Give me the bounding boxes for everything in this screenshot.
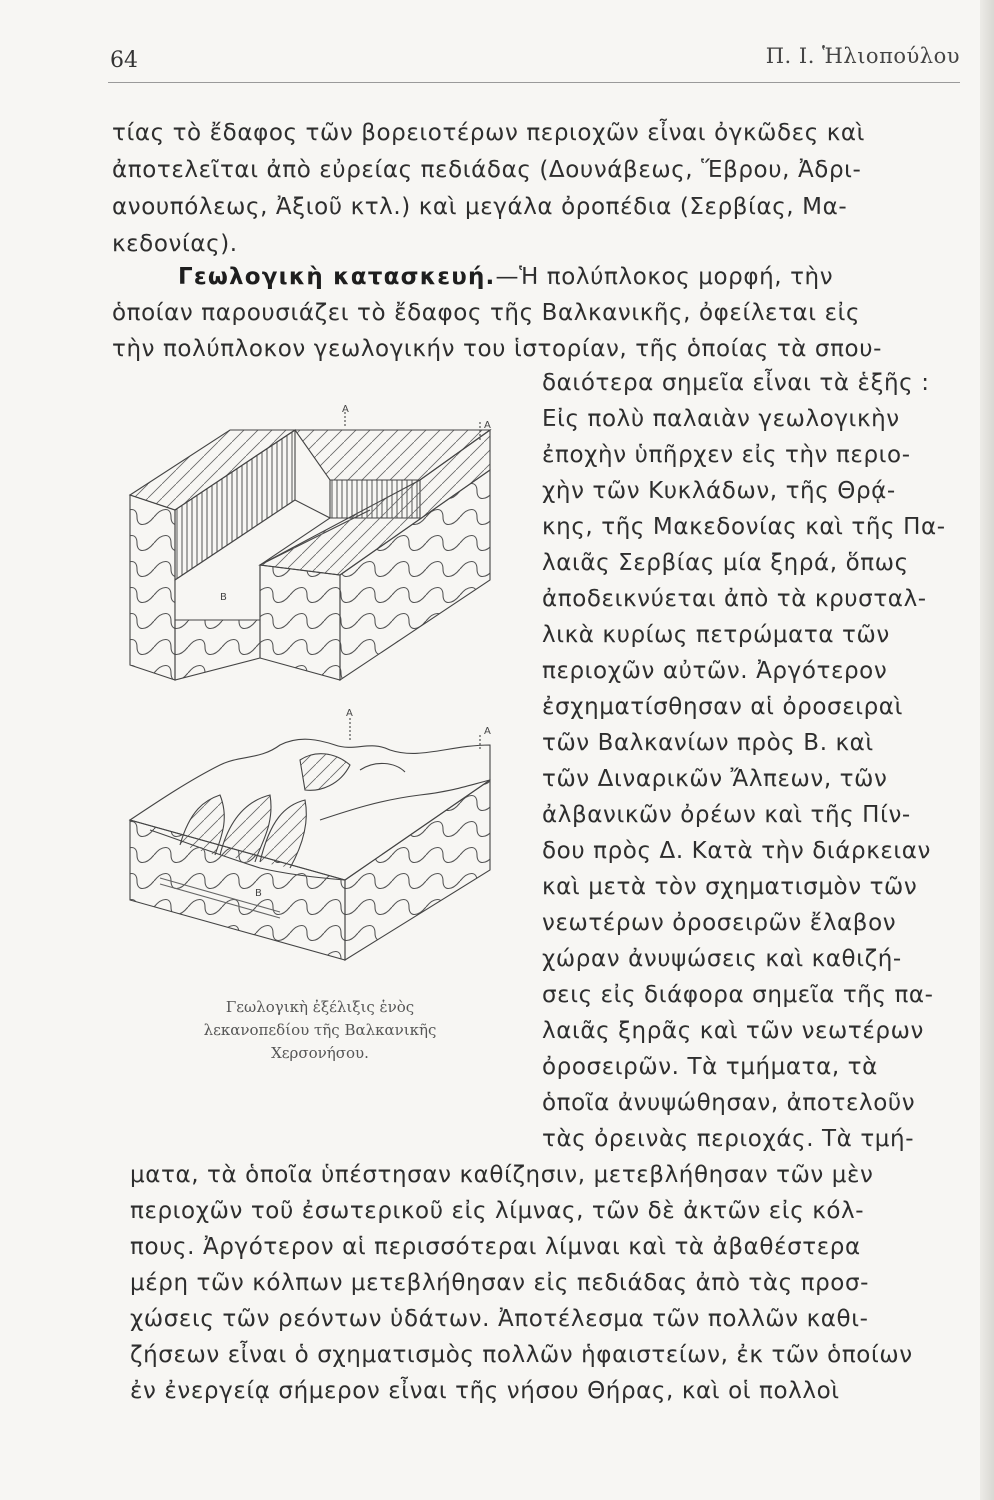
label-b-bottom: B <box>255 888 262 899</box>
page-number: 64 <box>110 48 138 73</box>
column-line: κης, τῆς Μακεδονίας καὶ τῆς Πα- <box>542 514 946 540</box>
text-line: τὴν πολύπλοκον γεωλογικήν του ἱστορίαν, τῆς ὁποίας τὰ σπου- <box>112 336 883 362</box>
text-line: ὁποίαν παρουσιάζει τὸ ἔδαφος τῆς Βαλκανικῆς, ὀφείλεται εἰς <box>112 300 861 326</box>
column-line: ἀποδεικνύεται ἀπὸ τὰ κρυσταλ- <box>542 586 927 612</box>
text-line: ἀποτελεῖται ἀπὸ εὐρείας πεδιάδας (Δουνάβεως, Ἕβρου, Ἀδρι- <box>112 157 862 183</box>
header-rule <box>108 82 960 83</box>
section-heading: Γεωλογικὴ κατασκευή. <box>178 264 496 290</box>
label-a-top-right: A <box>484 420 491 431</box>
text-line: μέρη τῶν κόλπων μετεβλήθησαν εἰς πεδιάδας ἀπὸ τὰς προσ- <box>130 1270 870 1296</box>
column-line: καὶ μετὰ τὸν σχηματισμὸν τῶν <box>542 874 918 900</box>
column-line: ὁποῖα ἀνυψώθησαν, ἀποτελοῦν <box>542 1090 916 1116</box>
column-line: λαιᾶς Σερβίας μία ξηρά, ὅπως <box>542 550 909 576</box>
upper-block-diagram <box>130 412 490 680</box>
column-line: ὀροσειρῶν. Τὰ τμήματα, τὰ <box>542 1054 878 1080</box>
column-line: νεωτέρων ὀροσειρῶν ἔλαβον <box>542 910 897 936</box>
column-line: λικὰ κυρίως πετρώματα τῶν <box>542 622 890 648</box>
column-line: ἐσχηματίσθησαν αἱ ὀροσειραὶ <box>542 694 903 720</box>
column-line: δαιότερα σημεῖα εἶναι τὰ ἑξῆς : <box>542 370 930 396</box>
column-line: χὴν τῶν Κυκλάδων, τῆς Θρᾴ- <box>542 478 896 504</box>
column-line: περιοχῶν αὐτῶν. Ἀργότερον <box>542 658 888 684</box>
column-line: ἐποχὴν ὑπῆρχεν εἰς τὴν περιο- <box>542 442 911 468</box>
caption-line: λεκανοπεδίου τῆς Βαλκανικῆς <box>203 1021 437 1039</box>
page-header <box>110 40 960 80</box>
text-line: ανουπόλεως, Ἀξιοῦ κτλ.) καὶ μεγάλα ὀροπέδια (Σερβίας, Μα- <box>112 194 848 220</box>
running-head: Π. Ι. Ἡλιοπούλου <box>765 44 960 68</box>
text-line: κεδονίας). <box>112 231 238 257</box>
text-line: ματα, τὰ ὁποῖα ὑπέστησαν καθίζησιν, μετεβλήθησαν τῶν μὲν <box>130 1162 874 1188</box>
geology-figure <box>120 400 520 980</box>
section-heading-rest: —Ἡ πολύπλοκος μορφή, τὴν <box>495 264 834 290</box>
column-line: τῶν Βαλκανίων πρὸς Β. καὶ <box>542 730 874 756</box>
column-line: τῶν Διναρικῶν Ἄλπεων, τῶν <box>542 766 888 792</box>
column-line: ἀλβανικῶν ὀρέων καὶ τῆς Πίν- <box>542 802 911 828</box>
column-line: χώραν ἀνυψώσεις καὶ καθιζή- <box>542 946 902 972</box>
text-line: ἐν ἐνεργείᾳ σήμερον εἶναι τῆς νήσου Θήρας, καὶ οἱ πολλοὶ <box>130 1378 840 1404</box>
column-line: Εἰς πολὺ παλαιὰν γεωλογικὴν <box>542 406 900 432</box>
text-line: περιοχῶν τοῦ ἐσωτερικοῦ εἰς λίμνας, τῶν δὲ ἀκτῶν εἰς κόλ- <box>130 1198 865 1224</box>
caption-line: Χερσονήσου. <box>271 1044 369 1062</box>
column-line: δου πρὸς Δ. Κατὰ τὴν διάρκειαν <box>542 838 931 864</box>
section-heading-line <box>178 262 833 292</box>
text-line: πους. Ἀργότερον αἱ περισσότεραι λίμναι καὶ τὰ ἀβαθέστερα <box>130 1234 861 1260</box>
text-line: ζήσεων εἶναι ὁ σχηματισμὸς πολλῶν ἡφαιστείων, ἐκ τῶν ὁποίων <box>130 1342 913 1368</box>
column-line: τὰς ὀρεινὰς περιοχάς. Τὰ τμή- <box>542 1126 915 1152</box>
text-line: χώσεις τῶν ρεόντων ὑδάτων. Ἀποτέλεσμα τῶν πολλῶν καθι- <box>130 1306 869 1332</box>
label-a-bottom-left: A <box>346 708 353 719</box>
column-line: σεις εἰς διάφορα σημεῖα τῆς πα- <box>542 982 934 1008</box>
label-a-bottom-right: A <box>484 726 491 737</box>
text-line: τίας τὸ ἔδαφος τῶν βορειοτέρων περιοχῶν εἶναι ὀγκῶδες καὶ <box>112 120 866 146</box>
label-a-top-left: A <box>342 404 349 415</box>
label-b-top: B <box>220 592 227 603</box>
column-line: λαιᾶς ξηρᾶς καὶ τῶν νεωτέρων <box>542 1018 924 1044</box>
caption-line: Γεωλογικὴ ἐξέλιξις ἑνὸς <box>225 998 415 1016</box>
page-edge <box>980 0 994 1500</box>
figure-caption <box>150 996 490 1065</box>
